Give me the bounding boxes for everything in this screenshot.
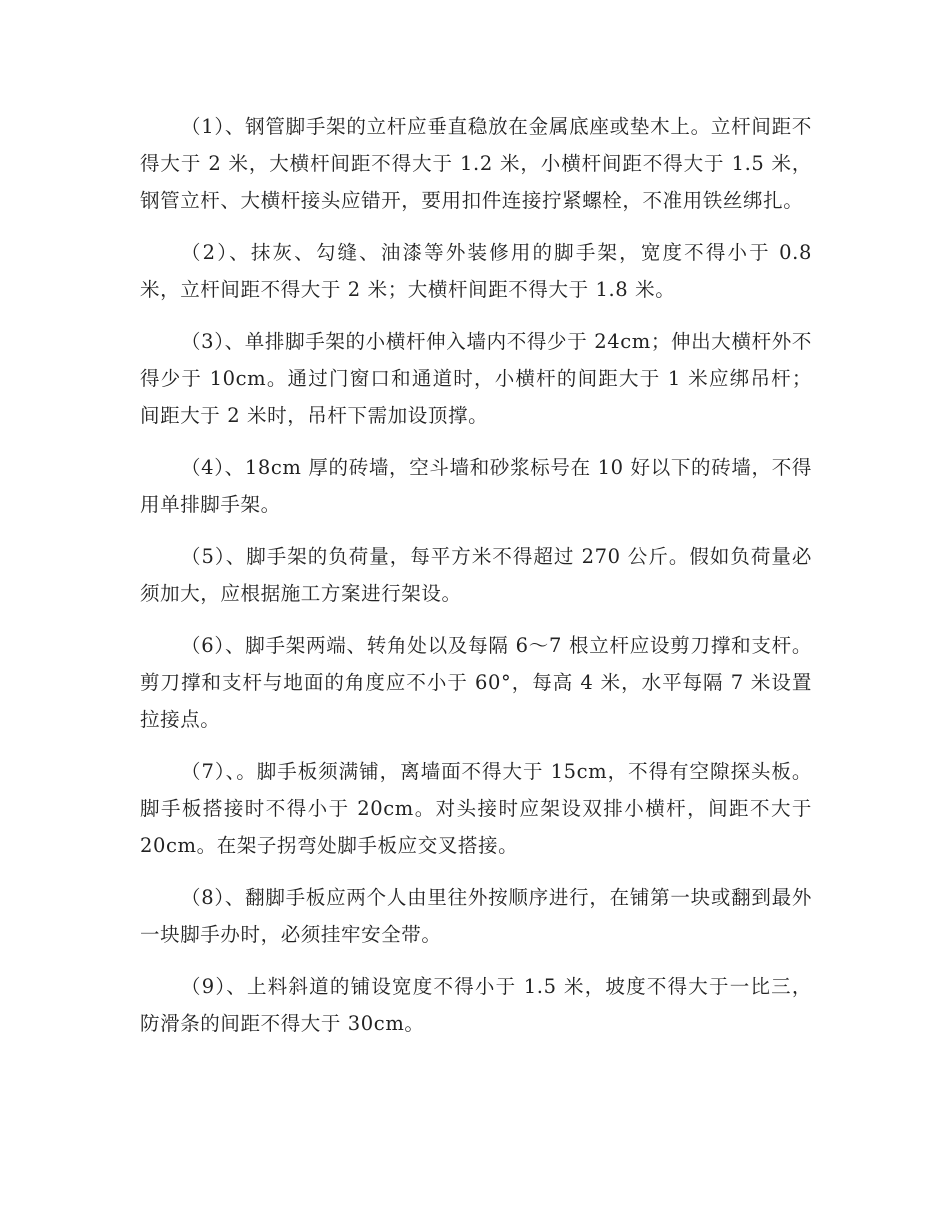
paragraph-1: （1）、钢管脚手架的立杆应垂直稳放在金属底座或垫木上。立杆间距不得大于 2 米，大横杆间距不得大于 1.2 米，小横杆间距不得大于 1.5 米，钢管立杆、大横杆接头应错开，要用扣件连接拧紧螺栓，不准用铁丝绑扎。 [140,115,812,212]
paragraph-4: （4）、18cm 厚的砖墙，空斗墙和砂浆标号在 10 好以下的砖墙，不得用单排脚手架。 [140,456,812,516]
paragraph-2: （2）、抹灰、勾缝、油漆等外装修用的脚手架，宽度不得小于 0.8 米，立杆间距不得大于 2 米；大横杆间距不得大于 1.8 米。 [140,241,812,301]
document-body [140,108,812,1057]
paragraph-5: （5）、脚手架的负荷量，每平方米不得超过 270 公斤。假如负荷量必须加大，应根据施工方案进行架设。 [140,545,812,605]
paragraph-6: （6）、脚手架两端、转角处以及每隔 6～7 根立杆应设剪刀撑和支杆。剪刀撑和支杆与地面的角度应不小于 60°，每高 4 米，水平每隔 7 米设置拉接点。 [140,634,812,731]
paragraph-8: （8）、翻脚手板应两个人由里往外按顺序进行，在铺第一块或翻到最外一块脚手办时，必须挂牢安全带。 [140,886,812,946]
paragraph-9: （9）、上料斜道的铺设宽度不得小于 1.5 米，坡度不得大于一比三，防滑条的间距不得大于 30cm。 [140,975,812,1035]
paragraph-7: （7）、。脚手板须满铺，离墙面不得大于 15cm，不得有空隙探头板。脚手板搭接时不得小于 20cm。对头接时应架设双排小横杆，间距不大于 20cm。在架子拐弯处脚手板应交叉搭接。 [140,760,812,857]
paragraph-3: （3）、单排脚手架的小横杆伸入墙内不得少于 24cm；伸出大横杆外不得少于 10cm。通过门窗口和通道时，小横杆的间距大于 1 米应绑吊杆；间距大于 2 米时，吊杆下需加设顶撑。 [140,330,812,427]
